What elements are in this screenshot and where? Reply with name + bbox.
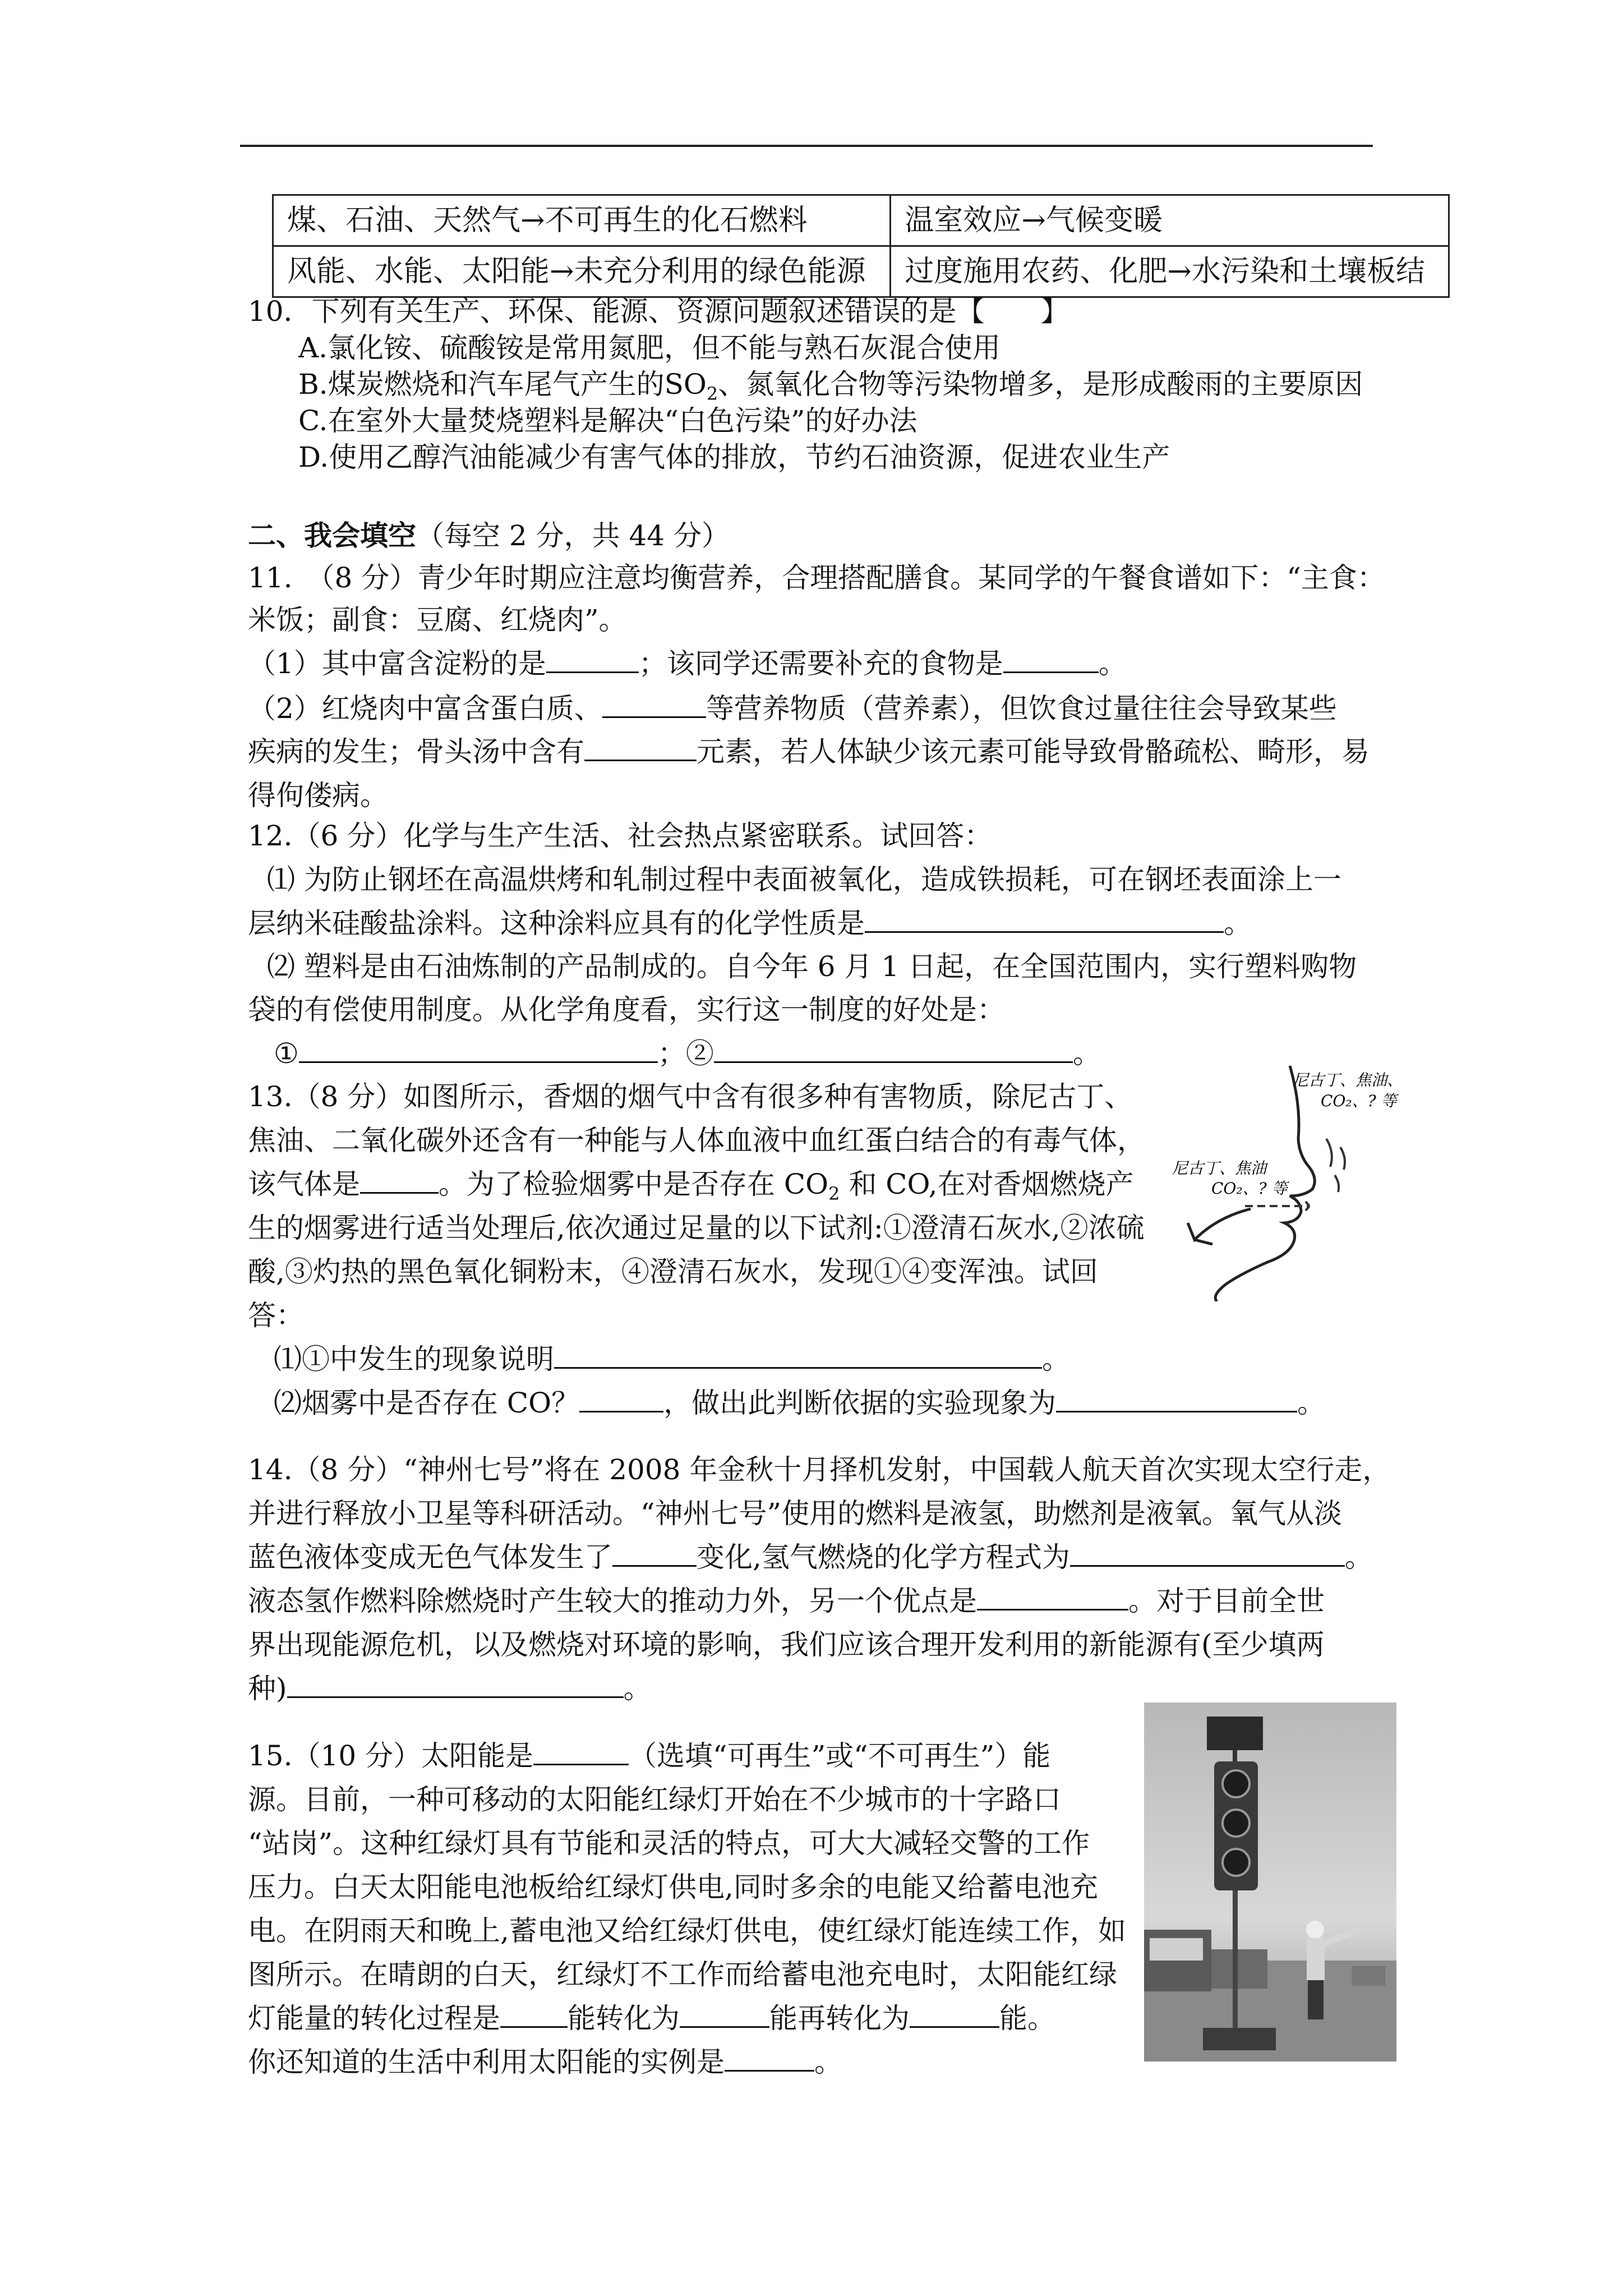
fig-label-top-2: CO₂、? 等 — [1321, 1092, 1397, 1110]
solar-panel-icon — [1207, 1717, 1263, 1750]
exhale-arrow-icon — [1188, 1209, 1251, 1244]
solar-traffic-light-photo — [1144, 1703, 1396, 2062]
answer-blank[interactable] — [554, 1345, 1042, 1369]
table-cell: 过度施用农药、化肥→水污染和土壤板结 — [891, 246, 1449, 297]
answer-blank[interactable] — [533, 1741, 629, 1765]
q13-line: 酸,③灼热的黑色氧化铜粉末，④澄清石灰水，发现①④变浑浊。试回 — [248, 1255, 1098, 1288]
q14-line: 14.（8 分）“神州七号”将在 2008 年金秋十月择机发射，中国载人航天首次实现太空行走， — [248, 1453, 1391, 1486]
q13-line: 13.（8 分）如图所示，香烟的烟气中含有很多种有害物质，除尼古丁、 — [248, 1080, 1133, 1113]
table-row — [273, 246, 1449, 297]
answer-blank[interactable] — [360, 1170, 439, 1194]
q14-line: 并进行释放小卫星等科研活动。“神州七号”使用的燃料是液氢，助燃剂是液氧。氧气从淡 — [248, 1497, 1343, 1530]
signal-pole — [1233, 1890, 1238, 2031]
smoking-face-figure — [1172, 1055, 1413, 1301]
fig-label-left-2: CO₂、? 等 — [1211, 1179, 1288, 1198]
q13-line: 答： — [248, 1299, 304, 1332]
answer-blank[interactable] — [579, 1388, 663, 1412]
amber-lamp-icon — [1223, 1810, 1249, 1837]
answer-blank[interactable] — [1070, 1543, 1345, 1567]
q15-line: 源。目前，一种可移动的太阳能红绿灯开始在不少城市的十字路口 — [248, 1783, 1061, 1816]
table-cell: 温室效应→气候变暖 — [891, 195, 1449, 246]
police-cap-icon — [1306, 1921, 1324, 1939]
police-officer-icon — [1307, 1938, 1325, 1980]
q10-option-c: C.在室外大量焚烧塑料是解决“白色污染”的好办法 — [298, 404, 917, 437]
answer-blank[interactable] — [865, 909, 1224, 933]
answer-blank[interactable] — [584, 737, 697, 761]
car-icon — [1352, 1966, 1385, 1986]
answer-blank[interactable] — [725, 2047, 814, 2072]
q12-line: 袋的有偿使用制度。从化学角度看，实行这一制度的好处是： — [248, 993, 1005, 1026]
answer-blank[interactable] — [977, 1586, 1128, 1611]
q15-line: 你还知道的生活中利用太阳能的实例是 。 — [248, 2046, 842, 2078]
q13-line: 焦油、二氧化碳外还含有一种能与人体血液中血红蛋白结合的有毒气体， — [248, 1124, 1145, 1157]
q15-line: 15.（10 分）太阳能是 （选填“可再生”或“不可再生”）能 — [248, 1740, 1051, 1772]
q15-line: 压力。白天太阳能电池板给红绿灯供电,同时多余的电能又给蓄电池充 — [248, 1871, 1098, 1903]
answer-blank[interactable] — [546, 649, 639, 673]
police-legs — [1308, 1980, 1324, 2019]
q12-line: 12.（6 分）化学与生产生活、社会热点紧密联系。试回答： — [248, 820, 993, 852]
answer-blank[interactable] — [500, 2004, 568, 2028]
answer-blank[interactable] — [299, 1039, 658, 1063]
answer-blank[interactable] — [612, 1543, 697, 1567]
q10-stem: 10．下列有关生产、环保、能源、资源问题叙述错误的是【 】 — [248, 295, 1069, 328]
q12-line: ⑵ 塑料是由石油炼制的产品制成的。自今年 6 月 1 日起，在全国范围内，实行塑料购物 — [267, 950, 1357, 983]
q14-line: 蓝色液体变成无色气体发生了 变化,氢气燃烧的化学方程式为 。 — [248, 1541, 1373, 1573]
section-title: 二、我会填空（每空 2 分，共 44 分） — [248, 519, 730, 552]
q11-line: （2）红烧肉中富含蛋白质、 等营养物质（营养素），但饮食过量往往会导致某些 — [248, 692, 1337, 725]
q11-line: 疾病的发生；骨头汤中含有 元素，若人体缺少该元素可能导致骨骼疏松、畸形，易 — [248, 735, 1370, 768]
q10-option-d: D.使用乙醇汽油能减少有害气体的排放，节约石油资源，促进农业生产 — [298, 441, 1170, 473]
red-lamp-icon — [1223, 1770, 1249, 1797]
q13-line: 该气体是 。为了检验烟雾中是否存在 $CO_2$ 和 CO,在对香烟燃烧产 — [248, 1168, 1134, 1204]
q12-line: 层纳米硅酸盐涂料。这种涂料应具有的化学性质是 。 — [248, 907, 1252, 940]
table-cell: 风能、水能、太阳能→未充分利用的绿色能源 — [273, 246, 891, 297]
q12-line: ⑴ 为防止钢坯在高温烘烤和轧制过程中表面被氧化，造成铁损耗，可在钢坯表面涂上一 — [267, 863, 1341, 896]
q15-line: “站岗”。这种红绿灯具有节能和灵活的特点，可大大减轻交警的工作 — [248, 1827, 1090, 1860]
answer-blank[interactable] — [910, 2004, 999, 2028]
q11-line: 得佝偻病。 — [248, 779, 388, 812]
q10-option-a: A.氯化铵、硫酸铵是常用氮肥，但不能与熟石灰混合使用 — [298, 332, 1001, 364]
q14-line: 种) 。 — [248, 1672, 652, 1705]
q11-line: 米饭；副食：豆腐、红烧肉”。 — [248, 604, 627, 636]
smoke-wisps-icon — [1326, 1139, 1345, 1192]
table-row — [273, 195, 1449, 246]
answer-blank[interactable] — [602, 694, 706, 718]
q14-line: 界出现能源危机，以及燃烧对环境的影响，我们应该合理开发利用的新能源有(至少填两 — [248, 1628, 1325, 1661]
answer-blank[interactable] — [287, 1674, 624, 1698]
fig-label-left-1: 尼古丁、焦油 — [1172, 1159, 1267, 1177]
truck-window — [1150, 1938, 1203, 1961]
answer-blank[interactable] — [714, 1039, 1073, 1063]
table-cell: 煤、石油、天然气→不可再生的化石燃料 — [273, 195, 891, 246]
q13-line: 生的烟雾进行适当处理后,依次通过足量的以下试剂:①澄清石灰水,②浓硫 — [248, 1212, 1145, 1244]
q11-line: 11. （8 分）青少年时期应注意均衡营养，合理搭配膳食。某同学的午餐食谱如下：“主食： — [248, 562, 1385, 594]
battery-base-icon — [1203, 2028, 1276, 2050]
q15-line: 电。在阴雨天和晚上,蓄电池又给红绿灯供电，使红绿灯能连续工作，如 — [248, 1915, 1126, 1947]
q14-line: 液态氢作燃料除燃烧时产生较大的推动力外，另一个优点是 。对于目前全世 — [248, 1585, 1325, 1617]
q11-line: （1）其中富含淀粉的是 ；该同学还需要补充的食物是 。 — [248, 647, 1127, 680]
header-rule — [240, 145, 1373, 147]
q15-line: 灯能量的转化过程是 能转化为 能再转化为 能。 — [248, 2002, 1055, 2035]
bus-icon — [1211, 1949, 1267, 1989]
fig-label-top-1: 尼古丁、焦油、 — [1293, 1071, 1403, 1089]
q10-option-b: B.煤炭燃烧和汽车尾气产生的$SO_2$、氮氧化合物等污染物增多，是形成酸雨的主要原因 — [298, 368, 1363, 404]
q15-line: 图所示。在晴朗的白天，红绿灯不工作而给蓄电池充电时，太阳能红绿 — [248, 1958, 1117, 1991]
q13-line: ⑵烟雾中是否存在 CO？ ，做出此判断依据的实验现象为 。 — [274, 1387, 1326, 1419]
q13-line: ⑴①中发生的现象说明 。 — [274, 1343, 1070, 1375]
green-lamp-icon — [1223, 1849, 1249, 1876]
q12-line: ① ；② 。 — [274, 1037, 1101, 1070]
summary-table — [272, 194, 1450, 298]
answer-blank[interactable] — [1003, 649, 1099, 673]
answer-blank[interactable] — [1056, 1388, 1297, 1412]
panel-mount — [1233, 1750, 1237, 1761]
answer-blank[interactable] — [680, 2004, 769, 2028]
